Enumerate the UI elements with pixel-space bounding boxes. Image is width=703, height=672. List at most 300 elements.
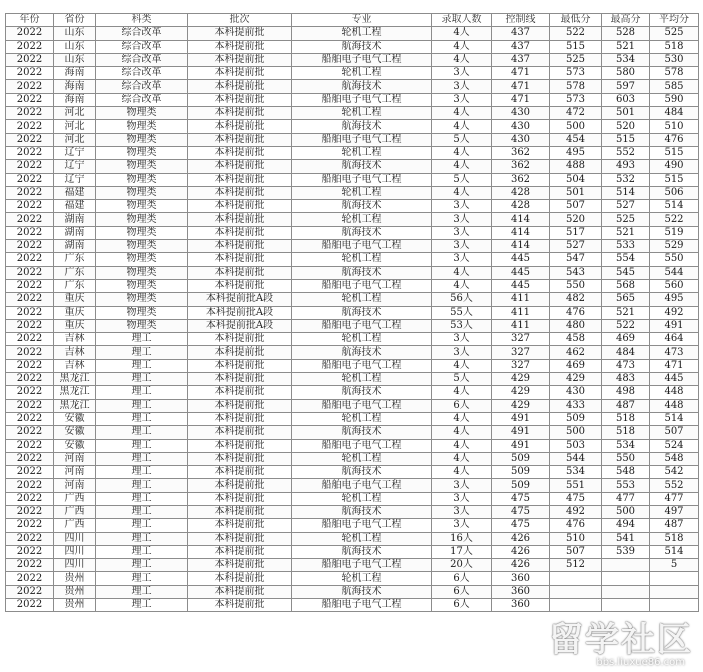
cell-batch: 本科提前批 (188, 466, 292, 479)
cell-min-score: 544 (550, 452, 602, 465)
cell-year: 2022 (6, 479, 54, 492)
cell-year: 2022 (6, 146, 54, 159)
cell-major: 船舶电子电气工程 (292, 53, 432, 66)
cell-major: 轮机工程 (292, 213, 432, 226)
cell-province: 安徽 (54, 412, 96, 425)
table-row (6, 439, 699, 452)
cell-subject: 理工 (96, 559, 188, 572)
cell-province: 海南 (54, 93, 96, 106)
cell-max-score (602, 599, 650, 612)
cell-subject: 理工 (96, 599, 188, 612)
cell-subject: 理工 (96, 545, 188, 558)
cell-major: 航海技术 (292, 306, 432, 319)
table-row (6, 120, 699, 133)
cell-subject: 理工 (96, 572, 188, 585)
cell-year: 2022 (6, 399, 54, 412)
cell-avg-score: 471 (650, 359, 699, 372)
cell-admitted: 3人 (432, 492, 492, 505)
cell-max-score: 493 (602, 160, 650, 173)
cell-province: 黑龙江 (54, 386, 96, 399)
cell-year: 2022 (6, 439, 54, 452)
cell-control-line: 430 (492, 133, 550, 146)
table-row (6, 505, 699, 518)
cell-major: 航海技术 (292, 466, 432, 479)
cell-year: 2022 (6, 213, 54, 226)
cell-max-score: 469 (602, 333, 650, 346)
cell-batch: 本科提前批 (188, 40, 292, 53)
col-header-max-score: 最高分 (602, 14, 650, 27)
cell-subject: 理工 (96, 519, 188, 532)
cell-subject: 理工 (96, 532, 188, 545)
table-row (6, 279, 699, 292)
site-watermark (523, 612, 699, 668)
header-row (6, 14, 699, 27)
cell-province: 河北 (54, 133, 96, 146)
cell-min-score: 492 (550, 505, 602, 518)
cell-subject: 理工 (96, 346, 188, 359)
cell-batch: 本科提前批 (188, 186, 292, 199)
table-row (6, 293, 699, 306)
cell-major: 船舶电子电气工程 (292, 173, 432, 186)
cell-batch: 本科提前批 (188, 452, 292, 465)
cell-avg-score: 530 (650, 53, 699, 66)
cell-subject: 物理类 (96, 107, 188, 120)
cell-min-score: 512 (550, 559, 602, 572)
cell-major: 船舶电子电气工程 (292, 599, 432, 612)
cell-avg-score: 507 (650, 426, 699, 439)
cell-max-score: 501 (602, 107, 650, 120)
cell-control-line: 411 (492, 293, 550, 306)
cell-major: 航海技术 (292, 226, 432, 239)
cell-avg-score: 515 (650, 173, 699, 186)
cell-avg-score: 492 (650, 306, 699, 319)
cell-province: 山东 (54, 53, 96, 66)
cell-admitted: 20人 (432, 559, 492, 572)
cell-major: 船舶电子电气工程 (292, 319, 432, 332)
cell-batch: 本科提前批 (188, 93, 292, 106)
col-header-admitted: 录取人数 (432, 14, 492, 27)
cell-year: 2022 (6, 80, 54, 93)
cell-year: 2022 (6, 160, 54, 173)
cell-major: 船舶电子电气工程 (292, 93, 432, 106)
cell-max-score (602, 585, 650, 598)
col-header-avg-score: 平均分 (650, 14, 699, 27)
cell-province: 广东 (54, 279, 96, 292)
cell-control-line: 509 (492, 452, 550, 465)
cell-province: 重庆 (54, 306, 96, 319)
cell-province: 湖南 (54, 240, 96, 253)
cell-admitted: 3人 (432, 213, 492, 226)
table-row (6, 466, 699, 479)
cell-subject: 物理类 (96, 266, 188, 279)
cell-min-score: 500 (550, 120, 602, 133)
cell-batch: 本科提前批 (188, 67, 292, 80)
cell-avg-score: 529 (650, 240, 699, 253)
cell-subject: 理工 (96, 585, 188, 598)
cell-avg-score: 464 (650, 333, 699, 346)
cell-admitted: 4人 (432, 439, 492, 452)
cell-admitted: 4人 (432, 160, 492, 173)
cell-min-score: 509 (550, 412, 602, 425)
cell-control-line: 411 (492, 306, 550, 319)
cell-province: 贵州 (54, 572, 96, 585)
cell-min-score: 501 (550, 186, 602, 199)
cell-admitted: 4人 (432, 107, 492, 120)
cell-avg-score: 548 (650, 452, 699, 465)
cell-avg-score: 578 (650, 67, 699, 80)
cell-major: 轮机工程 (292, 452, 432, 465)
cell-year: 2022 (6, 359, 54, 372)
cell-province: 广东 (54, 266, 96, 279)
cell-major: 轮机工程 (292, 492, 432, 505)
cell-admitted: 56人 (432, 293, 492, 306)
cell-control-line: 429 (492, 386, 550, 399)
cell-batch: 本科提前批 (188, 532, 292, 545)
cell-min-score: 573 (550, 93, 602, 106)
watermark-logo: 留学社区 (549, 620, 693, 660)
col-header-control-line: 控制线 (492, 14, 550, 27)
cell-batch: 本科提前批 (188, 505, 292, 518)
cell-year: 2022 (6, 253, 54, 266)
col-header-min-score: 最低分 (550, 14, 602, 27)
cell-subject: 物理类 (96, 253, 188, 266)
cell-province: 贵州 (54, 599, 96, 612)
cell-major: 轮机工程 (292, 293, 432, 306)
cell-subject: 物理类 (96, 120, 188, 133)
cell-control-line: 471 (492, 67, 550, 80)
cell-min-score: 520 (550, 213, 602, 226)
cell-max-score: 525 (602, 213, 650, 226)
cell-min-score (550, 585, 602, 598)
table-row (6, 186, 699, 199)
cell-year: 2022 (6, 532, 54, 545)
cell-min-score: 525 (550, 53, 602, 66)
cell-batch: 本科提前批 (188, 412, 292, 425)
cell-major: 船舶电子电气工程 (292, 240, 432, 253)
cell-year: 2022 (6, 572, 54, 585)
table-row (6, 160, 699, 173)
cell-min-score: 480 (550, 319, 602, 332)
cell-batch: 本科提前批 (188, 439, 292, 452)
cell-subject: 物理类 (96, 279, 188, 292)
table-row (6, 426, 699, 439)
cell-max-score: 498 (602, 386, 650, 399)
cell-max-score: 548 (602, 466, 650, 479)
cell-province: 河北 (54, 107, 96, 120)
cell-max-score: 534 (602, 53, 650, 66)
table-row (6, 572, 699, 585)
cell-batch: 本科提前批 (188, 240, 292, 253)
cell-avg-score: 522 (650, 213, 699, 226)
cell-admitted: 3人 (432, 93, 492, 106)
cell-batch: 本科提前批 (188, 519, 292, 532)
cell-admitted: 4人 (432, 146, 492, 159)
cell-major: 船舶电子电气工程 (292, 133, 432, 146)
cell-control-line: 445 (492, 266, 550, 279)
cell-min-score: 503 (550, 439, 602, 452)
cell-max-score: 483 (602, 373, 650, 386)
cell-year: 2022 (6, 266, 54, 279)
table-row (6, 333, 699, 346)
cell-control-line: 411 (492, 319, 550, 332)
cell-avg-score: 448 (650, 399, 699, 412)
cell-avg-score: 514 (650, 545, 699, 558)
cell-subject: 物理类 (96, 200, 188, 213)
cell-batch: 本科提前批 (188, 27, 292, 40)
cell-year: 2022 (6, 412, 54, 425)
cell-min-score: 534 (550, 466, 602, 479)
cell-admitted: 3人 (432, 67, 492, 80)
cell-batch: 本科提前批 (188, 386, 292, 399)
cell-avg-score: 490 (650, 160, 699, 173)
cell-avg-score: 542 (650, 466, 699, 479)
cell-min-score: 543 (550, 266, 602, 279)
cell-control-line: 475 (492, 505, 550, 518)
cell-province: 安徽 (54, 439, 96, 452)
cell-year: 2022 (6, 585, 54, 598)
table-row (6, 67, 699, 80)
cell-subject: 综合改革 (96, 67, 188, 80)
cell-max-score: 603 (602, 93, 650, 106)
cell-year: 2022 (6, 386, 54, 399)
cell-batch: 本科提前批 (188, 146, 292, 159)
cell-batch: 本科提前批 (188, 399, 292, 412)
cell-admitted: 4人 (432, 186, 492, 199)
cell-province: 湖南 (54, 226, 96, 239)
cell-avg-score: 518 (650, 40, 699, 53)
table-row (6, 133, 699, 146)
cell-max-score: 533 (602, 240, 650, 253)
cell-major: 轮机工程 (292, 67, 432, 80)
cell-major: 航海技术 (292, 80, 432, 93)
cell-province: 四川 (54, 545, 96, 558)
cell-control-line: 360 (492, 585, 550, 598)
cell-admitted: 4人 (432, 266, 492, 279)
cell-admitted: 3人 (432, 346, 492, 359)
cell-province: 辽宁 (54, 173, 96, 186)
cell-avg-score: 550 (650, 253, 699, 266)
cell-major: 航海技术 (292, 386, 432, 399)
cell-province: 广东 (54, 253, 96, 266)
cell-avg-score: 524 (650, 439, 699, 452)
cell-min-score: 517 (550, 226, 602, 239)
cell-control-line: 430 (492, 107, 550, 120)
cell-year: 2022 (6, 279, 54, 292)
cell-avg-score: 491 (650, 319, 699, 332)
cell-admitted: 3人 (432, 226, 492, 239)
cell-avg-score: 518 (650, 532, 699, 545)
table-row (6, 53, 699, 66)
cell-province: 贵州 (54, 585, 96, 598)
cell-major: 航海技术 (292, 545, 432, 558)
cell-max-score: 521 (602, 40, 650, 53)
cell-province: 广西 (54, 519, 96, 532)
table-row (6, 40, 699, 53)
cell-batch: 本科提前批 (188, 80, 292, 93)
col-header-subject: 科类 (96, 14, 188, 27)
cell-major: 轮机工程 (292, 253, 432, 266)
cell-max-score (602, 572, 650, 585)
cell-avg-score: 473 (650, 346, 699, 359)
cell-max-score: 518 (602, 426, 650, 439)
table-row (6, 599, 699, 612)
cell-major: 航海技术 (292, 505, 432, 518)
table-row (6, 545, 699, 558)
cell-year: 2022 (6, 426, 54, 439)
cell-admitted: 3人 (432, 479, 492, 492)
cell-year: 2022 (6, 492, 54, 505)
cell-subject: 综合改革 (96, 80, 188, 93)
table-row (6, 146, 699, 159)
col-header-province: 省份 (54, 14, 96, 27)
cell-admitted: 3人 (432, 333, 492, 346)
cell-admitted: 4人 (432, 452, 492, 465)
cell-admitted: 53人 (432, 319, 492, 332)
cell-max-score: 494 (602, 519, 650, 532)
col-header-batch: 批次 (188, 14, 292, 27)
cell-province: 广西 (54, 492, 96, 505)
cell-batch: 本科提前批 (188, 266, 292, 279)
table-row (6, 226, 699, 239)
cell-admitted: 5人 (432, 373, 492, 386)
cell-major: 船舶电子电气工程 (292, 399, 432, 412)
cell-subject: 理工 (96, 452, 188, 465)
cell-batch: 本科提前批 (188, 373, 292, 386)
cell-admitted: 3人 (432, 80, 492, 93)
cell-batch: 本科提前批 (188, 545, 292, 558)
cell-year: 2022 (6, 306, 54, 319)
cell-province: 吉林 (54, 346, 96, 359)
cell-avg-score: 448 (650, 386, 699, 399)
cell-min-score (550, 572, 602, 585)
table-row (6, 319, 699, 332)
cell-batch: 本科提前批A段 (188, 293, 292, 306)
cell-province: 吉林 (54, 333, 96, 346)
cell-major: 船舶电子电气工程 (292, 559, 432, 572)
cell-year: 2022 (6, 319, 54, 332)
cell-batch: 本科提前批 (188, 492, 292, 505)
cell-min-score: 507 (550, 200, 602, 213)
cell-avg-score: 487 (650, 519, 699, 532)
cell-max-score: 597 (602, 80, 650, 93)
cell-subject: 理工 (96, 492, 188, 505)
cell-subject: 理工 (96, 479, 188, 492)
cell-control-line: 362 (492, 173, 550, 186)
cell-province: 海南 (54, 67, 96, 80)
cell-control-line: 509 (492, 466, 550, 479)
cell-province: 河南 (54, 452, 96, 465)
cell-major: 轮机工程 (292, 146, 432, 159)
cell-avg-score: 506 (650, 186, 699, 199)
table-row (6, 399, 699, 412)
cell-province: 重庆 (54, 293, 96, 306)
cell-control-line: 360 (492, 572, 550, 585)
cell-year: 2022 (6, 293, 54, 306)
cell-province: 辽宁 (54, 146, 96, 159)
cell-min-score: 462 (550, 346, 602, 359)
cell-major: 轮机工程 (292, 412, 432, 425)
cell-batch: 本科提前批 (188, 346, 292, 359)
cell-max-score: 568 (602, 279, 650, 292)
cell-province: 四川 (54, 559, 96, 572)
cell-control-line: 445 (492, 253, 550, 266)
cell-province: 四川 (54, 532, 96, 545)
cell-major: 轮机工程 (292, 572, 432, 585)
cell-batch: 本科提前批 (188, 279, 292, 292)
table-row (6, 452, 699, 465)
cell-control-line: 414 (492, 240, 550, 253)
cell-batch: 本科提前批 (188, 160, 292, 173)
cell-admitted: 4人 (432, 466, 492, 479)
cell-province: 黑龙江 (54, 373, 96, 386)
cell-province: 湖南 (54, 213, 96, 226)
cell-year: 2022 (6, 373, 54, 386)
cell-control-line: 471 (492, 80, 550, 93)
cell-major: 轮机工程 (292, 186, 432, 199)
cell-major: 航海技术 (292, 266, 432, 279)
table-row (6, 519, 699, 532)
cell-year: 2022 (6, 505, 54, 518)
table-row (6, 80, 699, 93)
cell-year: 2022 (6, 53, 54, 66)
cell-subject: 物理类 (96, 186, 188, 199)
cell-year: 2022 (6, 559, 54, 572)
cell-max-score: 553 (602, 479, 650, 492)
cell-subject: 理工 (96, 426, 188, 439)
cell-min-score: 475 (550, 492, 602, 505)
cell-year: 2022 (6, 519, 54, 532)
cell-year: 2022 (6, 452, 54, 465)
cell-min-score: 507 (550, 545, 602, 558)
cell-min-score: 573 (550, 67, 602, 80)
cell-min-score: 550 (550, 279, 602, 292)
cell-avg-score: 484 (650, 107, 699, 120)
cell-control-line: 327 (492, 346, 550, 359)
cell-province: 辽宁 (54, 160, 96, 173)
cell-batch: 本科提前批 (188, 53, 292, 66)
cell-max-score: 477 (602, 492, 650, 505)
cell-avg-score: 445 (650, 373, 699, 386)
cell-control-line: 362 (492, 146, 550, 159)
cell-control-line: 437 (492, 53, 550, 66)
cell-min-score: 522 (550, 27, 602, 40)
cell-major: 船舶电子电气工程 (292, 359, 432, 372)
cell-year: 2022 (6, 173, 54, 186)
cell-control-line: 437 (492, 27, 550, 40)
cell-major: 船舶电子电气工程 (292, 519, 432, 532)
cell-subject: 物理类 (96, 133, 188, 146)
cell-control-line: 426 (492, 545, 550, 558)
cell-major: 轮机工程 (292, 27, 432, 40)
watermark-url: bbs.liuxue86.com (596, 657, 685, 668)
table-row (6, 412, 699, 425)
cell-min-score: 430 (550, 386, 602, 399)
cell-min-score: 495 (550, 146, 602, 159)
cell-max-score: 552 (602, 146, 650, 159)
cell-max-score: 539 (602, 545, 650, 558)
cell-major: 船舶电子电气工程 (292, 279, 432, 292)
table-row (6, 27, 699, 40)
table-row (6, 386, 699, 399)
cell-control-line: 445 (492, 279, 550, 292)
cell-min-score: 476 (550, 306, 602, 319)
cell-batch: 本科提前批 (188, 226, 292, 239)
cell-min-score: 433 (550, 399, 602, 412)
cell-subject: 理工 (96, 439, 188, 452)
cell-admitted: 55人 (432, 306, 492, 319)
cell-control-line: 491 (492, 426, 550, 439)
cell-min-score: 510 (550, 532, 602, 545)
